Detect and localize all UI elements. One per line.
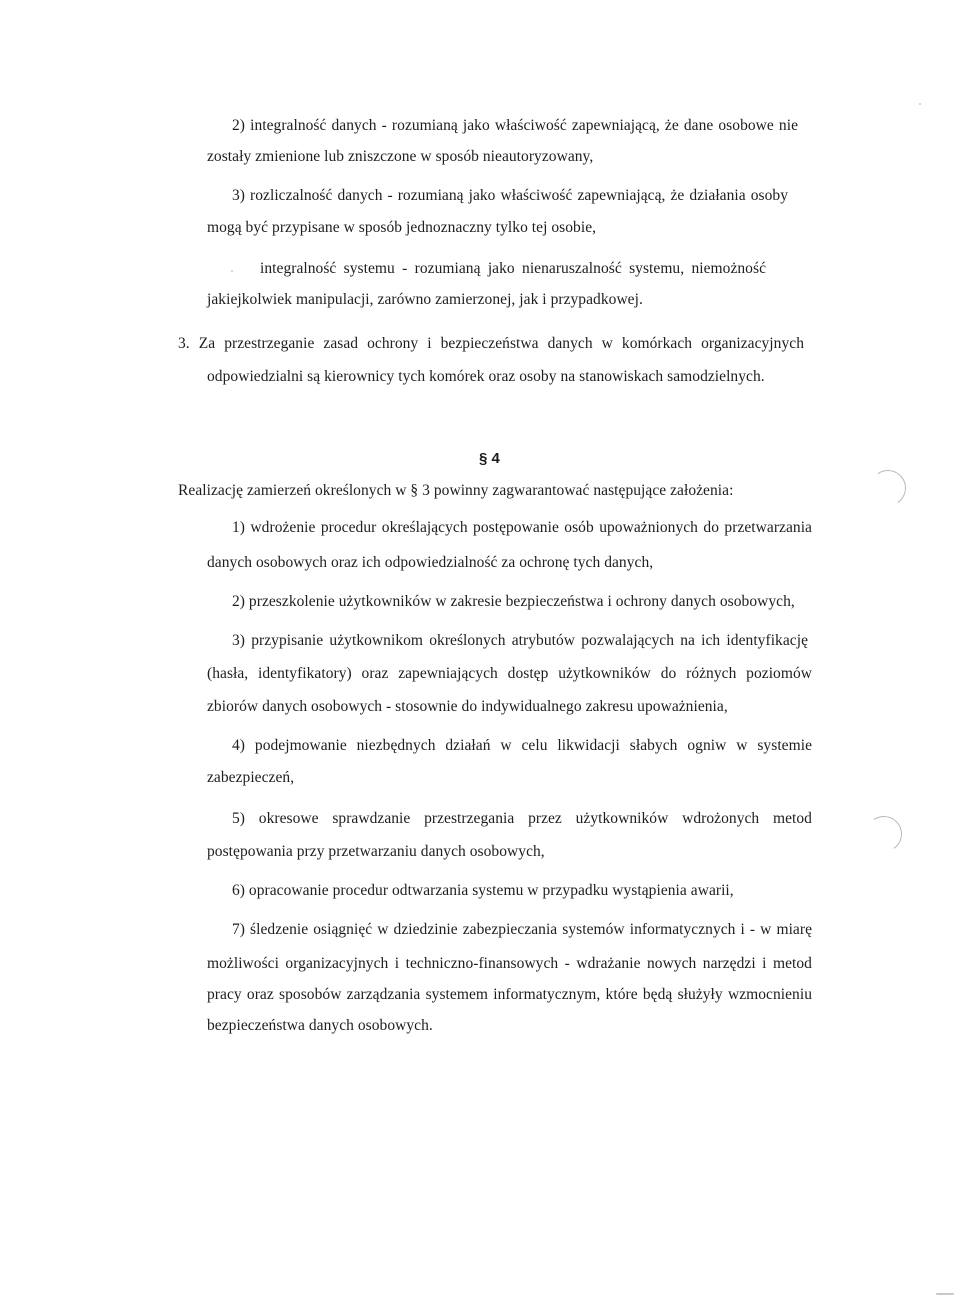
- list-item-line: 1) wdrożenie procedur określających postępowanie osób upoważnionych do przetwarzania: [232, 519, 812, 536]
- paragraph-line: integralność systemu - rozumianą jako nienaruszalność systemu, niemożność: [260, 260, 766, 277]
- list-item-line: pracy oraz sposobów zarządzania systemem informatycznym, które będą służyły wzmocnieniu: [207, 986, 812, 1003]
- paragraph-line: odpowiedzialni są kierownicy tych komórek oraz osoby na stanowiskach samodzielnych.: [207, 368, 765, 385]
- paragraph-line: 3) rozliczalność danych - rozumianą jako właściwość zapewniającą, że działania osoby: [232, 187, 788, 204]
- scan-speck: [919, 103, 921, 105]
- list-item-line: 4) podejmowanie niezbędnych działań w celu likwidacji słabych ogniw w systemie: [232, 737, 812, 754]
- list-item-line: 3) przypisanie użytkownikom określonych atrybutów pozwalających na ich identyfikację: [232, 632, 808, 649]
- list-item-line: 7) śledzenie osiągnięć w dziedzinie zabezpieczania systemów informatycznych i - w miarę: [232, 921, 812, 938]
- section-heading: § 4: [479, 450, 500, 467]
- scan-speck: [231, 270, 233, 272]
- punch-hole-mark: [863, 813, 905, 855]
- paragraph-line: 3. Za przestrzeganie zasad ochrony i bezpieczeństwa danych w komórkach organizacyjnych: [178, 335, 804, 352]
- paragraph-line: zostały zmienione lub zniszczone w sposób nieautoryzowany,: [207, 148, 594, 165]
- list-item-line: postępowania przy przetwarzaniu danych osobowych,: [207, 843, 545, 860]
- list-item-line: możliwości organizacyjnych i techniczno-finansowych - wdrażanie nowych narzędzi i metod: [207, 955, 812, 972]
- list-item-line: (hasła, identyfikatory) oraz zapewniających dostęp użytkowników do różnych poziomów: [207, 665, 812, 682]
- list-item-line: danych osobowych oraz ich odpowiedzialność za ochronę tych danych,: [207, 554, 654, 571]
- list-item-line: 2) przeszkolenie użytkowników w zakresie bezpieczeństwa i ochrony danych osobowych,: [232, 593, 795, 610]
- section-intro: Realizację zamierzeń określonych w § 3 powinny zagwarantować następujące założenia:: [178, 482, 734, 499]
- list-item-line: zabezpieczeń,: [207, 769, 295, 786]
- paragraph-line: 2) integralność danych - rozumianą jako właściwość zapewniającą, że dane osobowe nie: [232, 117, 798, 134]
- list-item-line: zbiorów danych osobowych - stosownie do indywidualnego zakresu upoważnienia,: [207, 698, 728, 715]
- list-item-line: bezpieczeństwa danych osobowych.: [207, 1017, 433, 1034]
- punch-hole-mark: [867, 467, 909, 509]
- list-item-line: 6) opracowanie procedur odtwarzania systemu w przypadku wystąpienia awarii,: [232, 882, 734, 899]
- list-item-line: 5) okresowe sprawdzanie przestrzegania przez użytkowników wdrożonych metod: [232, 810, 812, 827]
- paragraph-line: jakiejkolwiek manipulacji, zarówno zamierzonej, jak i przypadkowej.: [207, 291, 643, 308]
- scan-speck: [936, 1293, 954, 1295]
- paragraph-line: mogą być przypisane w sposób jednoznaczny tylko tej osobie,: [207, 219, 597, 236]
